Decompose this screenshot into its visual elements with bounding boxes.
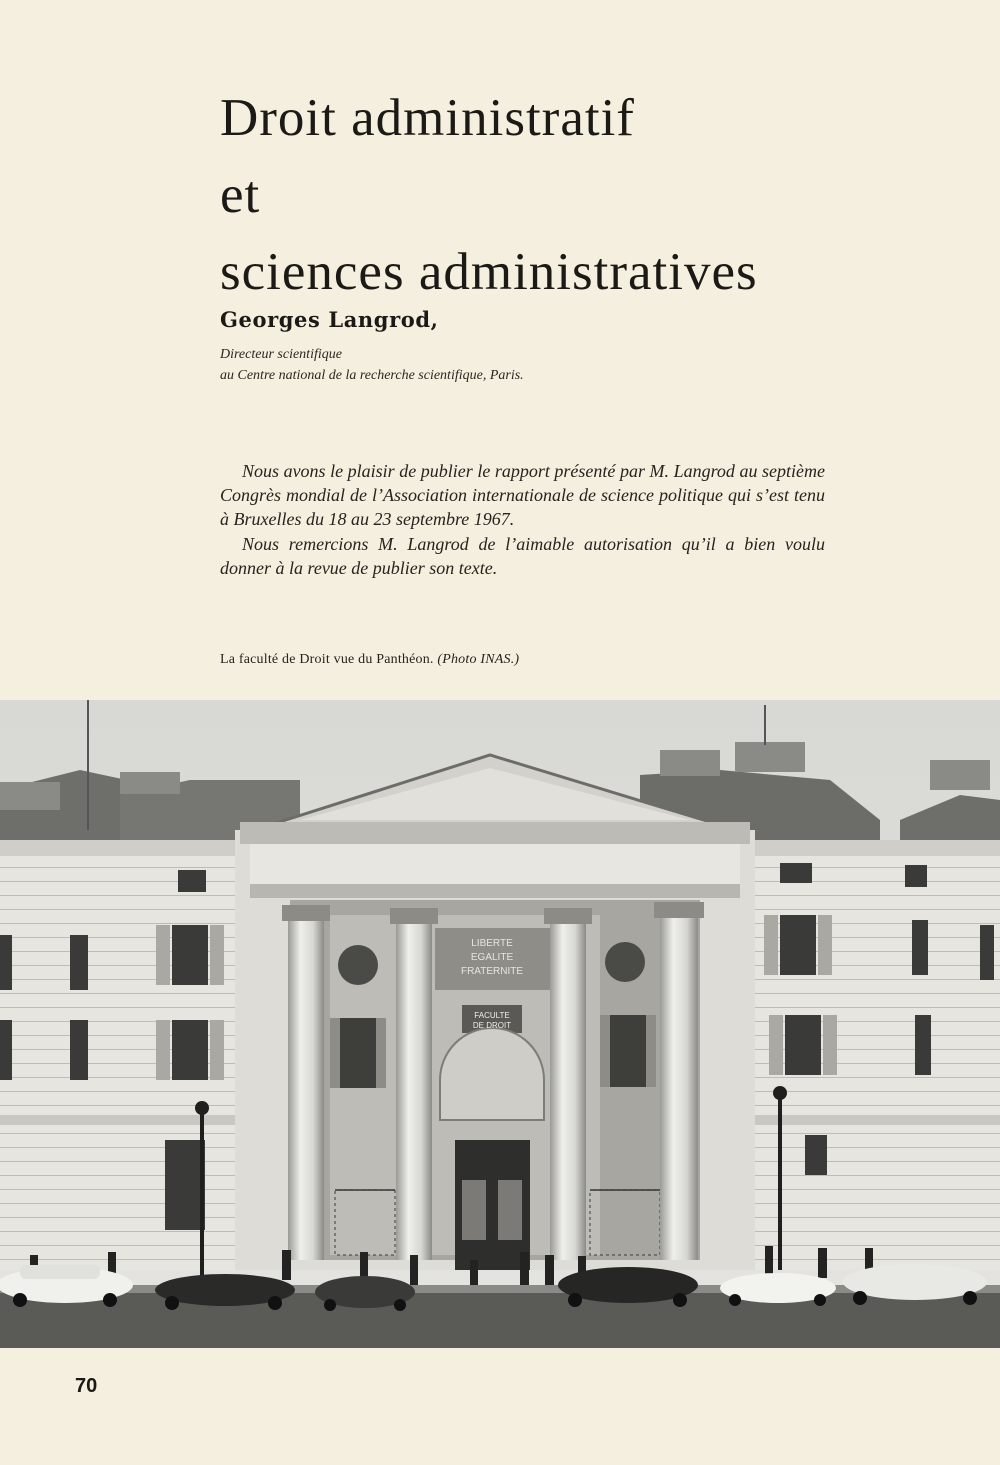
- title-line-1: Droit administratif: [220, 89, 635, 147]
- title-line-3: sciences administratives: [220, 243, 758, 301]
- photo-caption: [220, 652, 519, 668]
- plaque-de-droit: DE DROIT: [472, 1021, 512, 1030]
- article-title: [220, 80, 920, 311]
- editorial-intro: [220, 459, 825, 580]
- affiliation-line-1: Directeur scientifique: [220, 347, 342, 362]
- motto-liberte: LIBERTE: [471, 938, 513, 949]
- intro-paragraph-2: Nous remercions M. Langrod de l’aimable autorisation qu’il a bien voulu donner à la revue de publier son texte.: [220, 533, 825, 578]
- faculty-building-photo: [0, 700, 1000, 1348]
- motto-fraternite: FRATERNITE: [460, 966, 524, 977]
- affiliation-line-2: au Centre national de la recherche scientifique, Paris.: [220, 368, 524, 383]
- page-number: 70: [75, 1375, 98, 1397]
- caption-text: La faculté de Droit vue du Panthéon.: [220, 652, 434, 667]
- author-name: Georges Langrod,: [220, 307, 439, 332]
- intro-paragraph-1: Nous avons le plaisir de publier le rapport présenté par M. Langrod au septième Congrès mondial de l’Association internationale de science politique qui s’est tenu à Bruxelles du 18 au 23 septembre 1967.: [220, 461, 825, 530]
- author-affiliation: [220, 344, 524, 386]
- motto-egalite: EGALITE: [470, 952, 514, 963]
- photo-credit: (Photo INAS.): [437, 652, 520, 667]
- title-line-2: et: [220, 166, 261, 224]
- plaque-faculte: FACULTE: [474, 1011, 510, 1020]
